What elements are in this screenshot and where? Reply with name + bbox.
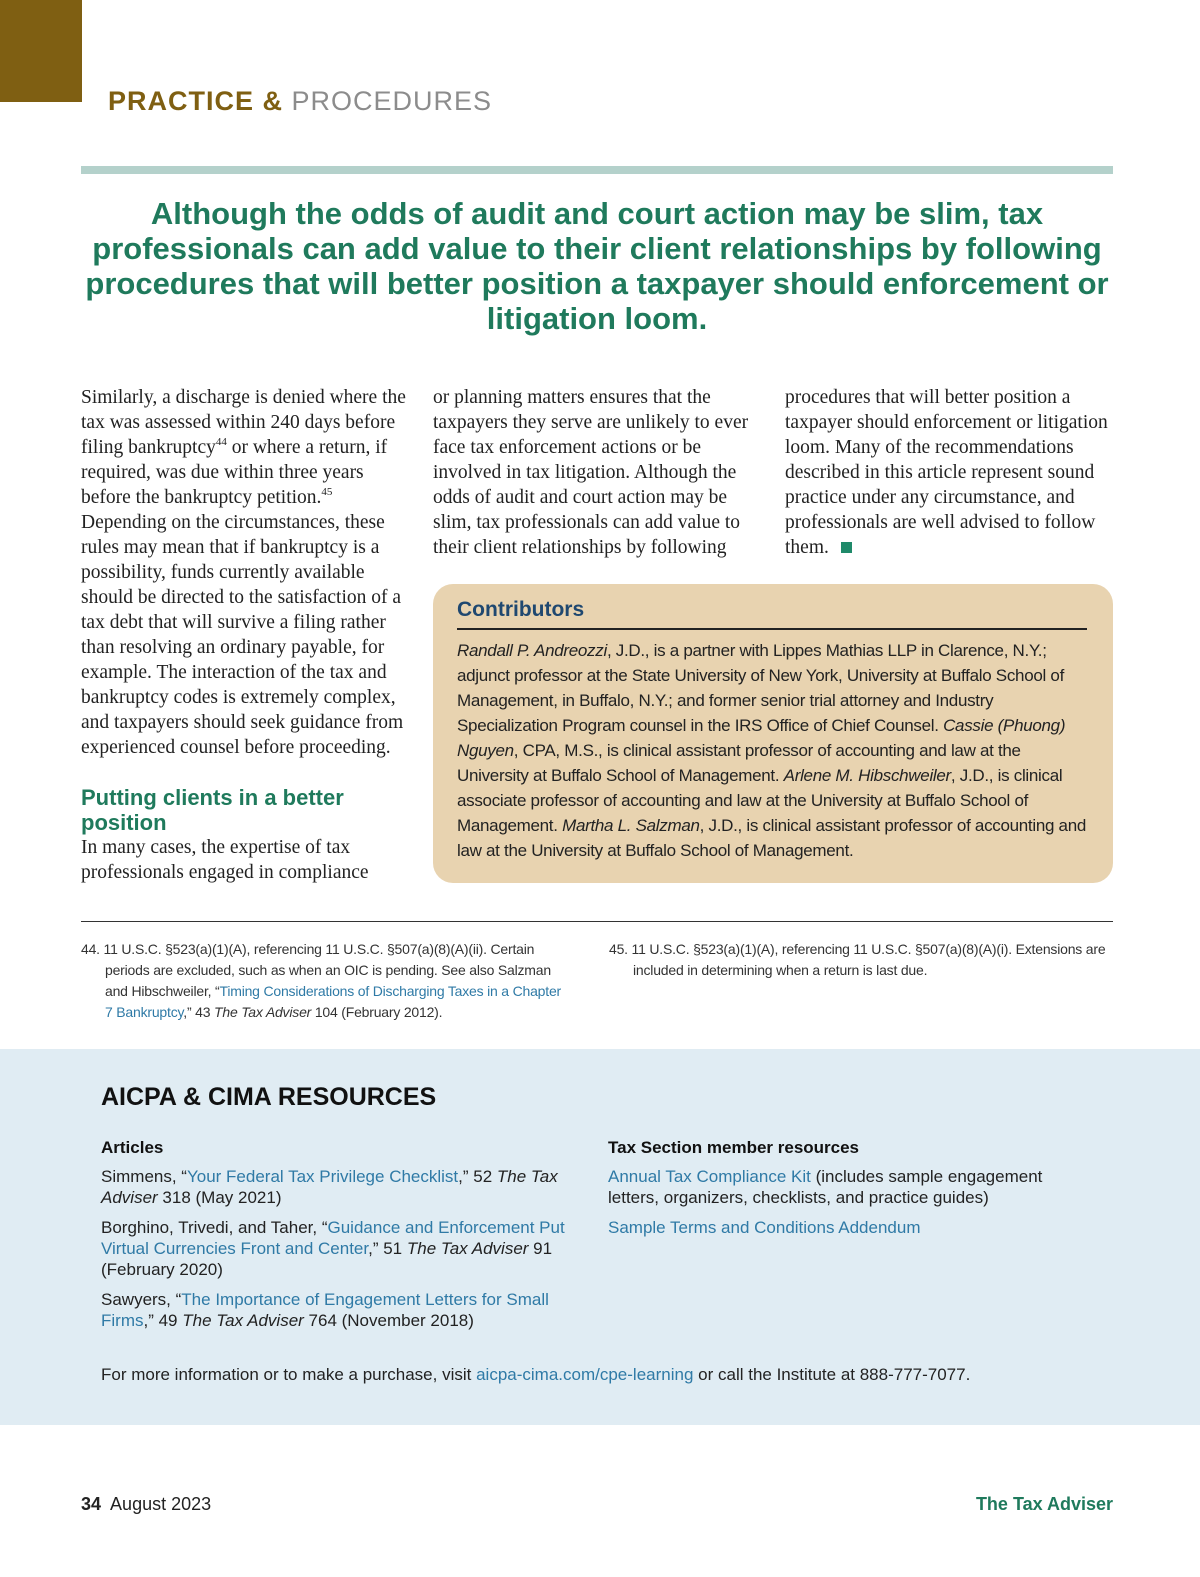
text-run: For more information or to make a purchase, visit [101,1365,477,1384]
text-run: , J.D., is clinical associate professor of accounting and law at the University at Buffalo School of Management. [457,766,1063,835]
article-item [101,1289,581,1331]
footnote-ref-45[interactable]: 45 [321,485,333,498]
resources-title: AICPA & CIMA RESOURCES [101,1083,437,1111]
contributors-box [433,584,1113,883]
publication-title: The Tax Adviser [975,1494,1113,1514]
article-link[interactable]: Guidance and Enforcement Put Virtual Currencies Front and Center [101,1218,565,1258]
section-label [108,86,492,117]
contributor-name: Martha L. Salzman [562,816,700,835]
issue-date: August 2023 [110,1494,212,1514]
text-run: (includes sample engagement letters, organizers, checklists, and practice guides) [608,1167,1043,1207]
article-column-2 [433,385,759,560]
more-info-line [101,1365,970,1385]
member-resources-column [608,1137,1068,1247]
text-run: , CPA, M.S., is clinical assistant professor of accounting and law at the University at Buffalo School of Management. [457,741,1021,785]
text-run: ,” 43 [183,1004,214,1020]
resource-link[interactable]: Sample Terms and Conditions Addendum [608,1218,921,1237]
articles-column [101,1137,581,1340]
text-run: 91 (February 2020) [101,1239,553,1279]
text-run: ,” 49 [143,1311,183,1330]
page-footer-left [81,1494,211,1515]
page-number: 34 [81,1494,102,1514]
contributors-title: Contributors [457,598,1087,630]
footnote-ref-44[interactable]: 44 [215,435,227,448]
text-run: 318 (May 2021) [157,1188,282,1207]
contributor-name: Cassie (Phuong) Nguyen [457,716,1066,760]
footnote-45: 45. 11 U.S.C. §523(a)(1)(A), referencing 11 U.S.C. §507(a)(8)(A)(i). Extensions are included in determining when a return is last due. [609,941,1106,978]
paragraph: or planning matters ensures that the taxpayers they serve are unlikely to ever face tax enforcement actions or be involved in tax litigation. Although the odds of audit and court action may be slim, tax professionals can add value to their client relationships by following [433,387,749,558]
section-label-procedures: PROCEDURES [291,86,493,116]
text-run: , J.D., is a partner with Lippes Mathias LLP in Clarence, N.Y.; adjunct professor at the State University of New York, University at Buffalo School of Management, in Buffalo, N.Y.; and former senior trial attorney and Industry Specialization Program counsel in the IRS Office of Chief Counsel. [457,641,1064,735]
text-run: or where a return, if required, was due within three years before the bankruptcy petition. [81,437,388,508]
text-run: or call the Institute at 888-777-7077. [693,1365,971,1384]
article-column-1 [81,385,417,885]
article-item [101,1166,581,1208]
corner-color-block [0,0,82,102]
resource-item [608,1217,1068,1238]
article-item [101,1217,581,1280]
publication-name: The Tax Adviser [214,1004,312,1020]
text-run: ,” 51 [368,1239,407,1258]
text-run: 104 (February 2012). [311,1004,443,1020]
resource-link[interactable]: Annual Tax Compliance Kit [608,1167,811,1186]
pull-quote: Although the odds of audit and court action may be slim, tax professionals can add value to their client relationships by following procedures that will better position a taxpayer should enforcement or litigation loom. [85,196,1109,336]
articles-heading: Articles [101,1138,164,1157]
article-link[interactable]: The Importance of Engagement Letters for Small Firms [101,1290,549,1330]
text-run: Borghino, Trivedi, and Taher, “ [101,1218,328,1237]
section-label-practice: PRACTICE & [108,86,284,116]
text-run: Simmens, “ [101,1167,187,1186]
publication-name: The Tax Adviser [406,1239,529,1258]
contributors-text [457,638,1087,863]
publication-name: The Tax Adviser [182,1311,304,1330]
paragraph [81,385,417,760]
pull-quote-rule [81,166,1113,174]
text-run: Sawyers, “ [101,1290,182,1309]
cpe-learning-link[interactable]: aicpa-cima.com/cpe-learning [476,1365,694,1384]
paragraph: In many cases, the expertise of tax professionals engaged in compliance [81,837,369,883]
resources-panel [0,1049,1200,1425]
text-run: 764 (November 2018) [303,1311,474,1330]
article-link[interactable]: Your Federal Tax Privilege Checklist [186,1167,459,1186]
article-column-3 [785,385,1117,560]
text-run: ,” 52 [458,1167,497,1186]
footnote-44 [81,939,571,1023]
text-run: , J.D., is clinical assistant professor of accounting and law at the University at Buffalo School of Management. [457,816,1087,860]
subheading: Putting clients in a better position [81,785,344,835]
paragraph [785,385,1117,560]
contributor-name: Arlene M. Hibschweiler [783,766,951,785]
publication-name: The Tax Adviser [101,1167,558,1207]
text-run: Depending on the circumstances, these rules may mean that if bankruptcy is a possibility, funds currently available should be directed to the satisfaction of a tax debt that will survive a filing rather than resolving an ordinary payable, for example. The interaction of the tax and bankruptcy codes is extremely complex, and taxpayers should seek guidance from experienced counsel before proceeding. [81,512,404,758]
contributor-name: Randall P. Andreozzi [457,641,607,660]
text-run: 44. 11 U.S.C. §523(a)(1)(A), referencing 11 U.S.C. §507(a)(8)(A)(ii). Certain periods are excluded, such as when an OIC is pending. See also Salzman and Hibschweiler, “ [81,941,551,999]
end-of-article-icon [841,542,852,553]
text-run: Similarly, a discharge is denied where the tax was assessed within 240 days before filing bankruptcy [81,387,406,458]
footnote-rule [81,921,1113,922]
member-resources-heading: Tax Section member resources [608,1138,860,1157]
footnote-44-link[interactable]: Timing Considerations of Discharging Taxes in a Chapter 7 Bankruptcy [105,983,561,1020]
resource-item [608,1166,1068,1208]
text-run: procedures that will better position a taxpayer should enforcement or litigation loom. Many of the recommendations described in this article represent sound practice under any circumstance, and professionals are well advised to follow them. [785,387,1108,558]
